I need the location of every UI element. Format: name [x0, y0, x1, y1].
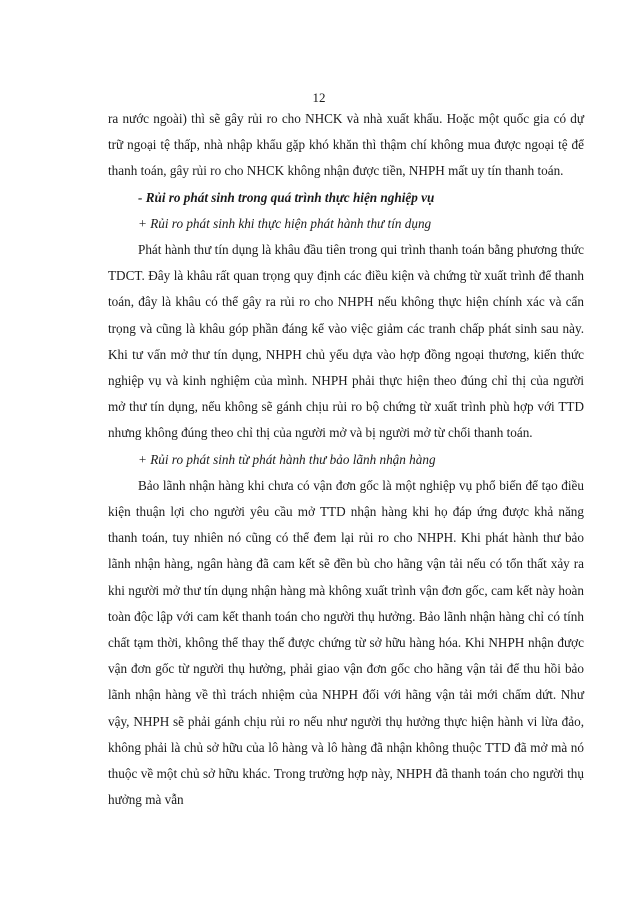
section-heading-operational-risk: - Rủi ro phát sinh trong quá trình thực hiện nghiệp vụ — [138, 189, 435, 205]
paragraph-continuation: ra nước ngoài) thì sẽ gây rủi ro cho NHCK và nhà xuất khẩu. Hoặc một quốc gia có dự trữ ngoại tệ thấp, nhà nhập khẩu gặp khó khăn thì thậm chí không mua được ngoại tệ để thanh toán, gây rủi ro cho NHCK không nhận được tiền, NHPH mất uy tín thanh toán. — [108, 111, 584, 179]
subheading-lc-issuance-risk: + Rủi ro phát sinh khi thực hiện phát hành thư tín dụng — [138, 215, 432, 231]
paragraph-shipping-guarantee: Bảo lãnh nhận hàng khi chưa có vận đơn gốc là một nghiệp vụ phổ biến để tạo điều kiện thuận lợi cho người yêu cầu mở TTD nhận hàng khi họ đáp ứng được khả năng thanh toán, tuy nhiên nó cũng có thể đem lại rủi ro cho NHPH. Khi phát hành thư bảo lãnh nhận hàng, ngân hàng đã cam kết sẽ đền bù cho hãng vận tải nếu có tổn thất xảy ra khi người mở thư tín dụng nhận hàng mà không xuất trình vận đơn gốc, cam kết này hoàn toàn độc lập với cam kết thanh toán cho người thụ hưởng. Bảo lãnh nhận hàng chỉ có tính chất tạm thời, không thể thay thế được chứng từ sở hữu hàng hóa. Khi NHPH nhận được vận đơn gốc từ người thụ hưởng, phải giao vận đơn gốc cho hãng vận tải để thu hồi bảo lãnh nhận hàng về thì trách nhiệm của NHPH đối với hãng vận tải mới chấm dứt. Như vậy, NHPH sẽ phải gánh chịu rủi ro nếu như người thụ hưởng thực hiện hành vi lừa đảo, không phải là chủ sở hữu của lô hàng và lô hàng đã nhận không thuộc TTD đã mở mà nó thuộc về một chủ sở hữu khác. Trong trường hợp này, NHPH đã thanh toán cho người thụ hưởng mà vẫn — [108, 477, 584, 808]
page-number: 12 — [312, 90, 326, 105]
page-body — [108, 106, 584, 813]
subheading-shipping-guarantee-risk: + Rủi ro phát sinh từ phát hành thư bảo lãnh nhận hàng — [138, 451, 436, 467]
paragraph-lc-issuance: Phát hành thư tín dụng là khâu đầu tiên trong qui trình thanh toán bằng phương thức TDCT. Đây là khâu rất quan trọng quy định các điều kiện và chứng từ xuất trình để thanh toán, đây là khâu có thể gây ra rủi ro cho NHPH nếu không thực hiện chính xác và cẩn trọng và cũng là khâu góp phần đáng kể vào việc giảm các tranh chấp phát sinh sau này. Khi tư vấn mở thư tín dụng, NHPH chủ yếu dựa vào hợp đồng ngoại thương, kiến thức nghiệp vụ và kinh nghiệm của mình. NHPH phải thực hiện theo đúng chỉ thị của người mở thư tín dụng, nếu không sẽ gánh chịu rủi ro bộ chứng từ xuất trình phù hợp với TTD nhưng không đúng theo chỉ thị của người mở và bị người mở từ chối thanh toán. — [108, 242, 584, 441]
